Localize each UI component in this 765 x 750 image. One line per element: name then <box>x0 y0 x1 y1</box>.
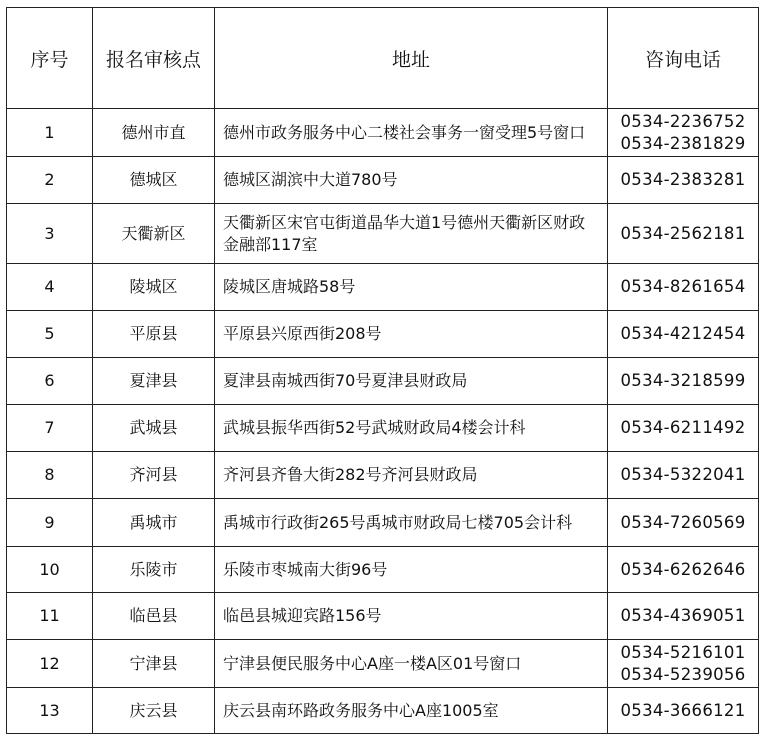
table-row <box>7 593 759 640</box>
row-audit-point: 宁津县 <box>93 640 215 688</box>
table-row <box>7 311 759 358</box>
row-address: 乐陵市枣城南大街96号 <box>215 547 608 593</box>
table-row <box>7 204 759 264</box>
row-index: 9 <box>7 499 93 547</box>
row-phone-cell <box>608 264 759 311</box>
row-index: 8 <box>7 452 93 499</box>
header-phone: 咨询电话 <box>608 8 759 109</box>
phone-number: 0534-6262646 <box>620 559 746 579</box>
row-phone-cell <box>608 157 759 204</box>
row-phone-cell <box>608 204 759 264</box>
row-address: 宁津县便民服务中心A座一楼A区01号窗口 <box>215 640 608 688</box>
row-phone-cell <box>608 688 759 734</box>
row-audit-point: 武城县 <box>93 405 215 452</box>
audit-points-table-container <box>6 7 759 734</box>
row-phone-cell <box>608 405 759 452</box>
row-address: 禹城市行政街265号禹城市财政局七楼705会计科 <box>215 499 608 547</box>
phone-number: 0534-2383281 <box>620 170 746 189</box>
row-address: 德州市政务服务中心二楼社会事务一窗受理5号窗口 <box>215 109 608 157</box>
phone-number: 0534-3666121 <box>620 700 746 720</box>
row-phone-cell <box>608 547 759 593</box>
row-index: 1 <box>7 109 93 157</box>
phone-number: 0534-4369051 <box>620 606 746 625</box>
row-address: 夏津县南城西街70号夏津县财政局 <box>215 358 608 405</box>
row-index: 13 <box>7 688 93 734</box>
table-row <box>7 405 759 452</box>
table-header <box>7 8 759 109</box>
row-address: 德城区湖滨中大道780号 <box>215 157 608 204</box>
row-address: 天衢新区宋官屯街道晶华大道1号德州天衢新区财政金融部117室 <box>215 204 608 264</box>
phone-number: 0534-7260569 <box>620 512 746 532</box>
row-index: 11 <box>7 593 93 640</box>
phone-number: 0534-2562181 <box>620 223 746 243</box>
row-address: 齐河县齐鲁大街282号齐河县财政局 <box>215 452 608 499</box>
row-index: 12 <box>7 640 93 688</box>
row-phone-cell <box>608 311 759 358</box>
row-audit-point: 天衢新区 <box>93 204 215 264</box>
row-index: 7 <box>7 405 93 452</box>
row-phone-cell <box>608 452 759 499</box>
row-index: 3 <box>7 204 93 264</box>
table-row <box>7 157 759 204</box>
table-row <box>7 452 759 499</box>
row-address: 庆云县南环路政务服务中心A座1005室 <box>215 688 608 734</box>
phone-number: 0534-3218599 <box>620 371 746 390</box>
table-row <box>7 264 759 311</box>
table-row <box>7 688 759 734</box>
phone-number: 0534-4212454 <box>620 324 746 343</box>
row-audit-point: 临邑县 <box>93 593 215 640</box>
header-point: 报名审核点 <box>93 8 215 109</box>
row-audit-point: 德州市直 <box>93 109 215 157</box>
row-audit-point: 齐河县 <box>93 452 215 499</box>
row-address: 平原县兴原西街208号 <box>215 311 608 358</box>
row-index: 10 <box>7 547 93 593</box>
row-audit-point: 陵城区 <box>93 264 215 311</box>
phone-number: 0534-5322041 <box>620 465 746 484</box>
table-row <box>7 358 759 405</box>
row-audit-point: 禹城市 <box>93 499 215 547</box>
row-address: 陵城区唐城路58号 <box>215 264 608 311</box>
phone-number: 0534-6211492 <box>620 418 746 437</box>
row-audit-point: 庆云县 <box>93 688 215 734</box>
row-index: 2 <box>7 157 93 204</box>
table-row <box>7 109 759 157</box>
row-audit-point: 夏津县 <box>93 358 215 405</box>
table-row <box>7 547 759 593</box>
table-row <box>7 640 759 688</box>
row-audit-point: 德城区 <box>93 157 215 204</box>
row-phone-cell <box>608 109 759 157</box>
table-body <box>7 109 759 734</box>
phone-number: 0534-2381829 <box>620 133 746 153</box>
header-index: 序号 <box>7 8 93 109</box>
row-index: 4 <box>7 264 93 311</box>
audit-points-table <box>6 7 759 734</box>
phone-number: 0534-8261654 <box>620 277 746 296</box>
row-index: 6 <box>7 358 93 405</box>
row-phone-cell <box>608 593 759 640</box>
phone-number: 0534-2236752 <box>620 111 746 131</box>
row-audit-point: 乐陵市 <box>93 547 215 593</box>
row-phone-cell <box>608 640 759 688</box>
table-row <box>7 499 759 547</box>
header-row <box>7 8 759 109</box>
row-index: 5 <box>7 311 93 358</box>
row-address: 临邑县城迎宾路156号 <box>215 593 608 640</box>
row-audit-point: 平原县 <box>93 311 215 358</box>
row-phone-cell <box>608 358 759 405</box>
row-address: 武城县振华西街52号武城财政局4楼会计科 <box>215 405 608 452</box>
header-address: 地址 <box>215 8 608 109</box>
row-phone-cell <box>608 499 759 547</box>
phone-number: 0534-5216101 <box>620 642 746 662</box>
phone-number: 0534-5239056 <box>620 664 746 684</box>
